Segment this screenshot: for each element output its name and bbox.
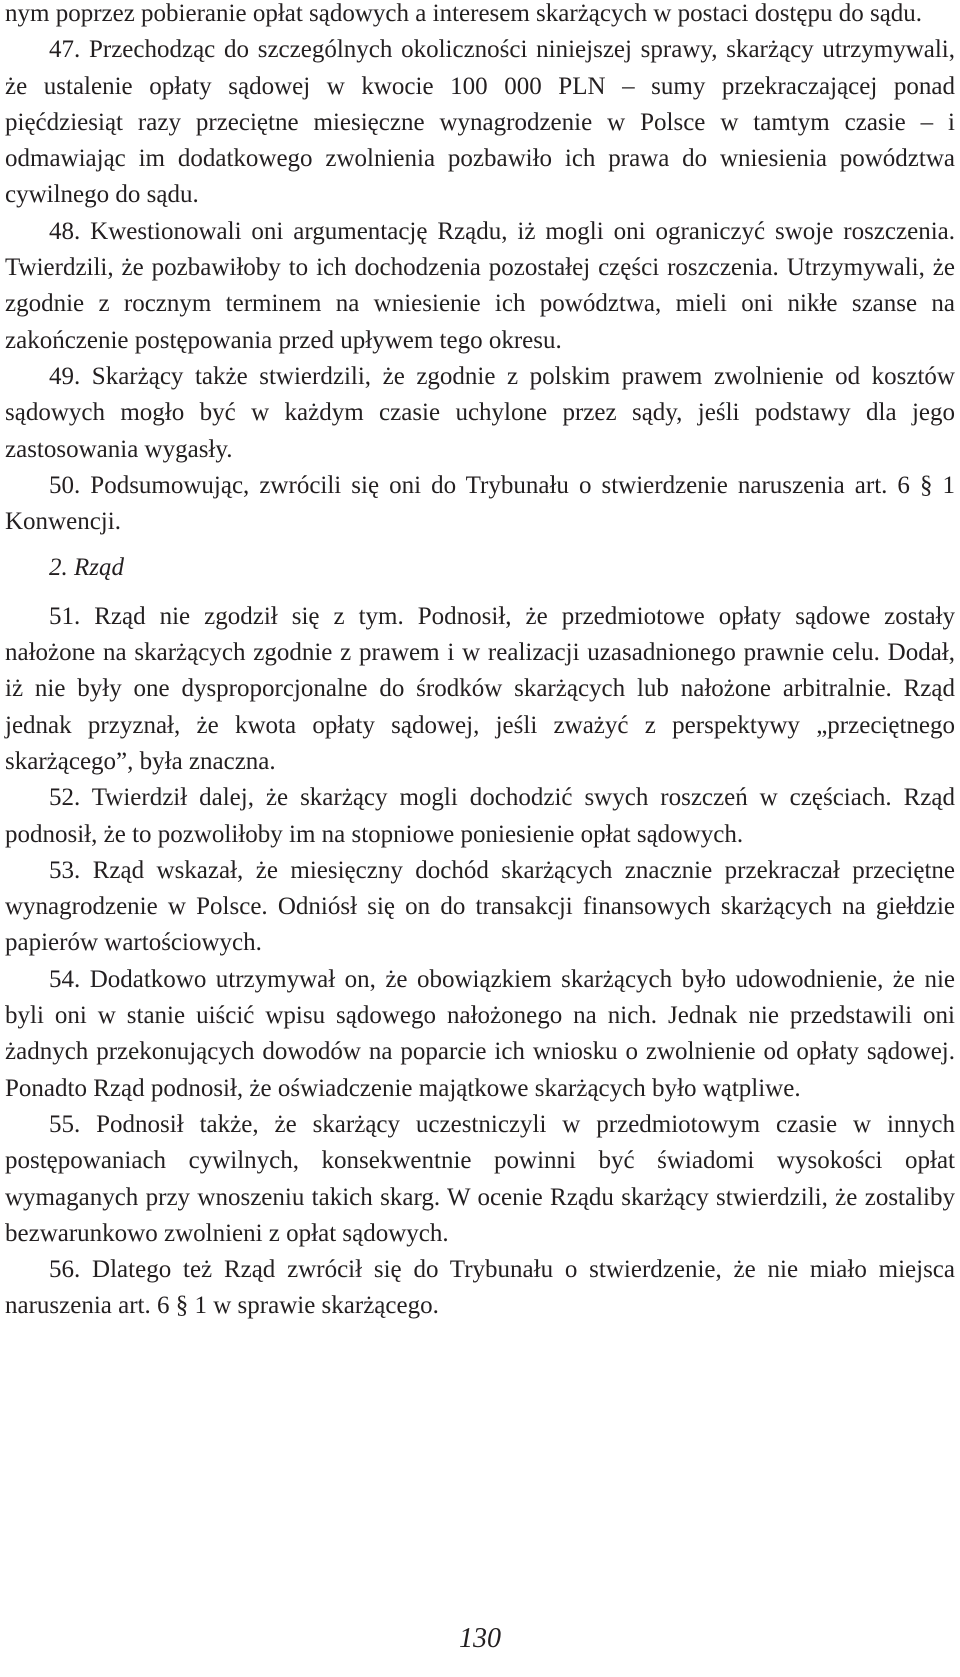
paragraph-47: 47. Przechodząc do szczególnych okoliczności niniejszej sprawy, skarżący utrzymywali, że ustalenie opłaty sądowej w kwocie 100 000 PLN – sumy przekraczającej ponad pięćdziesiąt razy przeciętne miesięczne wynagrodzenie w Polsce w tamtym czasie – i odmawiając im dodatkowego zwolnienia pozbawiło ich prawa do wniesienia powództwa cywilnego do sądu. — [5, 36, 955, 209]
paragraph-55: 55. Podnosił także, że skarżący uczestniczyli w przedmiotowym czasie w innych postępowaniach cywilnych, konsekwentnie powinni być świadomi wysokości opłat wymaganych przy wnoszeniu takich skarg. W ocenie Rządu skarżący stwierdzili, że zostaliby bezwarunkowo zwolnieni z opłat sądowych. — [5, 1110, 955, 1247]
paragraph-50: 50. Podsumowując, zwrócili się oni do Trybunału o stwierdzenie naruszenia art. 6 § 1 Konwencji. — [5, 471, 955, 536]
body-text — [5, 0, 955, 1325]
paragraph-53: 53. Rząd wskazał, że miesięczny dochód skarżących znacznie przekraczał przeciętne wynagrodzenie w Polsce. Odniósł się on do transakcji finansowych skarżących na giełdzie papierów wartościowych. — [5, 856, 955, 957]
page-number: 130 — [459, 1623, 501, 1654]
section-heading: 2. Rząd — [49, 554, 124, 582]
paragraph-continuation: nym poprzez pobieranie opłat sądowych a interesem skarżących w postaci dostępu do sądu. — [5, 0, 923, 27]
paragraph-52: 52. Twierdził dalej, że skarżący mogli dochodzić swych roszczeń w częściach. Rząd podnosił, że to pozwoliłoby im na stopniowe poniesienie opłat sądowych. — [5, 784, 955, 848]
paragraph-49: 49. Skarżący także stwierdzili, że zgodnie z polskim prawem zwolnienie od kosztów sądowych mogło być w każdym czasie uchylone przez sądy, jeśli podstawy dla jego zastosowania wygasły. — [5, 362, 955, 463]
paragraph-54: 54. Dodatkowo utrzymywał on, że obowiązkiem skarżących było udowodnienie, że nie byli oni w stanie uiścić wpisu sądowego nałożonego na nich. Jednak nie przedstawili oni żadnych przekonujących dowodów na poparcie ich wniosku o zwolnienie od opłaty sądowej. Ponadto Rząd podnosił, że oświadczenie majątkowe skarżących było wątpliwe. — [5, 965, 955, 1102]
paragraph-56: 56. Dlatego też Rząd zwrócił się do Trybunału o stwierdzenie, że nie miało miejsca naruszenia art. 6 § 1 w sprawie skarżącego. — [5, 1256, 955, 1320]
paragraph-51: 51. Rząd nie zgodził się z tym. Podnosił, że przedmiotowe opłaty sądowe zostały nałożone na skarżących zgodnie z prawem i w realizacji uzasadnionego prawnie celu. Dodał, iż nie były one dysproporcjonalne do środków skarżących lub nałożone arbitralnie. Rząd jednak przyznał, że kwota opłaty sądowej, jeśli zważyć z perspektywy „przeciętnego skarżącego”, była znaczna. — [5, 602, 955, 775]
paragraph-48: 48. Kwestionowali oni argumentację Rządu, iż mogli oni ograniczyć swoje roszczenia. Twierdzili, że pozbawiłoby to ich dochodzenia pozostałej części roszczenia. Utrzymywali, że zgodnie z rocznym terminem na wniesienie ich powództwa, mieli oni nikłe szanse na zakończenie postępowania przed upływem tego okresu. — [5, 217, 955, 354]
